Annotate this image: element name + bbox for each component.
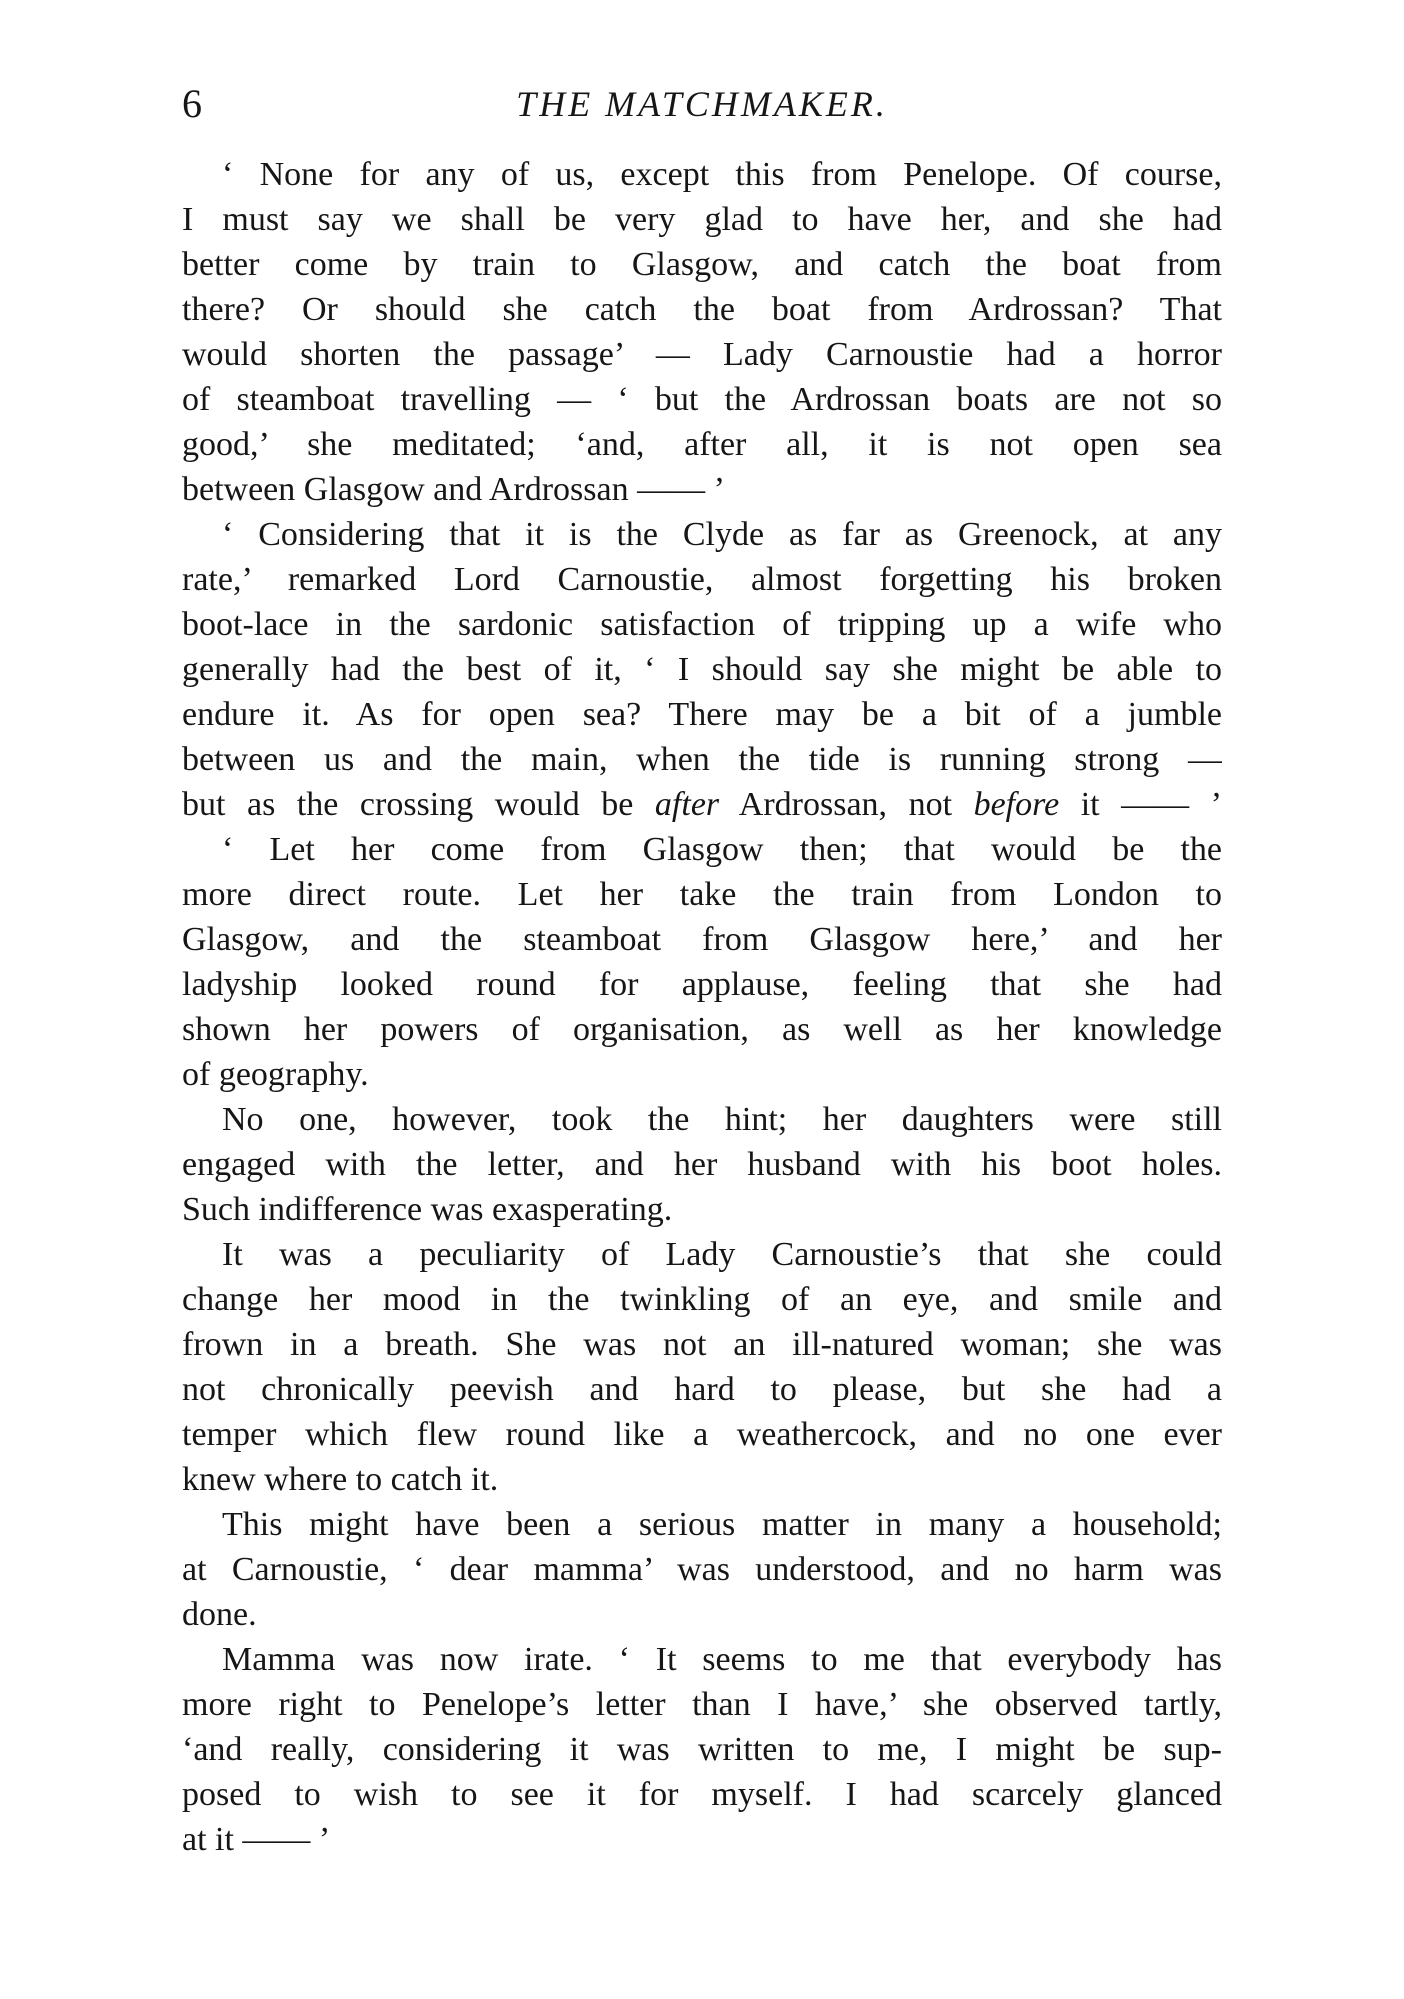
text-line: at it —— ’ bbox=[182, 1821, 331, 1858]
running-title: THE MATCHMAKER. bbox=[516, 84, 888, 124]
text-line-with-italics bbox=[182, 782, 1222, 827]
text-line: engaged with the letter, and her husband with his boot holes. bbox=[182, 1146, 1222, 1183]
page-number: 6 bbox=[182, 81, 202, 126]
text-line: ‘ Let her come from Glasgow then; that would be the bbox=[222, 831, 1222, 868]
text-line: of geography. bbox=[182, 1056, 369, 1093]
text-run: it —— ’ bbox=[1059, 786, 1222, 823]
text-line: would shorten the passage’ — Lady Carnoustie had a horror bbox=[182, 336, 1222, 373]
text-line: not chronically peevish and hard to please, but she had a bbox=[182, 1371, 1222, 1408]
text-line: of steamboat travelling — ‘ but the Ardrossan boats are not so bbox=[182, 381, 1222, 418]
text-line: between us and the main, when the tide is running strong — bbox=[182, 741, 1222, 778]
text-line: done. bbox=[182, 1596, 257, 1633]
text-line: good,’ she meditated; ‘and, after all, it is not open sea bbox=[182, 426, 1222, 463]
text-line: endure it. As for open sea? There may be a bit of a jumble bbox=[182, 696, 1222, 733]
text-line: at Carnoustie, ‘ dear mamma’ was understood, and no harm was bbox=[182, 1551, 1222, 1588]
text-line: generally had the best of it, ‘ I should say she might be able to bbox=[182, 651, 1222, 688]
text-line: Glasgow, and the steamboat from Glasgow here,’ and her bbox=[182, 921, 1222, 958]
text-line: more direct route. Let her take the train from London to bbox=[182, 876, 1222, 913]
text-line: boot-lace in the sardonic satisfaction of tripping up a wife who bbox=[182, 606, 1222, 643]
text-line: knew where to catch it. bbox=[182, 1461, 499, 1498]
italic-word: before bbox=[973, 786, 1060, 823]
text-line: ‘ None for any of us, except this from Penelope. Of course, bbox=[222, 156, 1222, 193]
running-header bbox=[182, 74, 1222, 134]
text-run: but as the crossing would be bbox=[182, 786, 655, 823]
text-line: This might have been a serious matter in many a household; bbox=[222, 1506, 1222, 1543]
italic-word: after bbox=[654, 786, 720, 823]
text-line: frown in a breath. She was not an ill-natured woman; she was bbox=[182, 1326, 1222, 1363]
text-line: change her mood in the twinkling of an eye, and smile and bbox=[182, 1281, 1222, 1318]
text-line: better come by train to Glasgow, and catch the boat from bbox=[182, 246, 1222, 283]
text-line: It was a peculiarity of Lady Carnoustie’s that she could bbox=[222, 1236, 1222, 1273]
text-line: ladyship looked round for applause, feeling that she had bbox=[182, 966, 1222, 1003]
text-line: I must say we shall be very glad to have her, and she had bbox=[182, 201, 1222, 238]
text-line: shown her powers of organisation, as well as her knowledge bbox=[182, 1011, 1222, 1048]
text-line: No one, however, took the hint; her daughters were still bbox=[222, 1101, 1222, 1138]
text-line: Such indifference was exasperating. bbox=[182, 1191, 673, 1228]
text-line: rate,’ remarked Lord Carnoustie, almost forgetting his broken bbox=[182, 561, 1222, 598]
text-line: ‘and really, considering it was written to me, I might be sup- bbox=[182, 1731, 1222, 1768]
text-run: Ardrossan, not bbox=[719, 786, 974, 823]
body-text bbox=[182, 152, 1222, 1862]
text-line: between Glasgow and Ardrossan —— ’ bbox=[182, 471, 725, 508]
text-line: posed to wish to see it for myself. I had scarcely glanced bbox=[182, 1776, 1222, 1813]
text-line: ‘ Considering that it is the Clyde as far as Greenock, at any bbox=[222, 516, 1222, 553]
text-line: more right to Penelope’s letter than I have,’ she observed tartly, bbox=[182, 1686, 1222, 1723]
text-line: Mamma was now irate. ‘ It seems to me that everybody has bbox=[222, 1641, 1222, 1678]
text-line: temper which flew round like a weathercock, and no one ever bbox=[182, 1416, 1222, 1453]
text-line: there? Or should she catch the boat from Ardrossan? That bbox=[182, 291, 1222, 328]
